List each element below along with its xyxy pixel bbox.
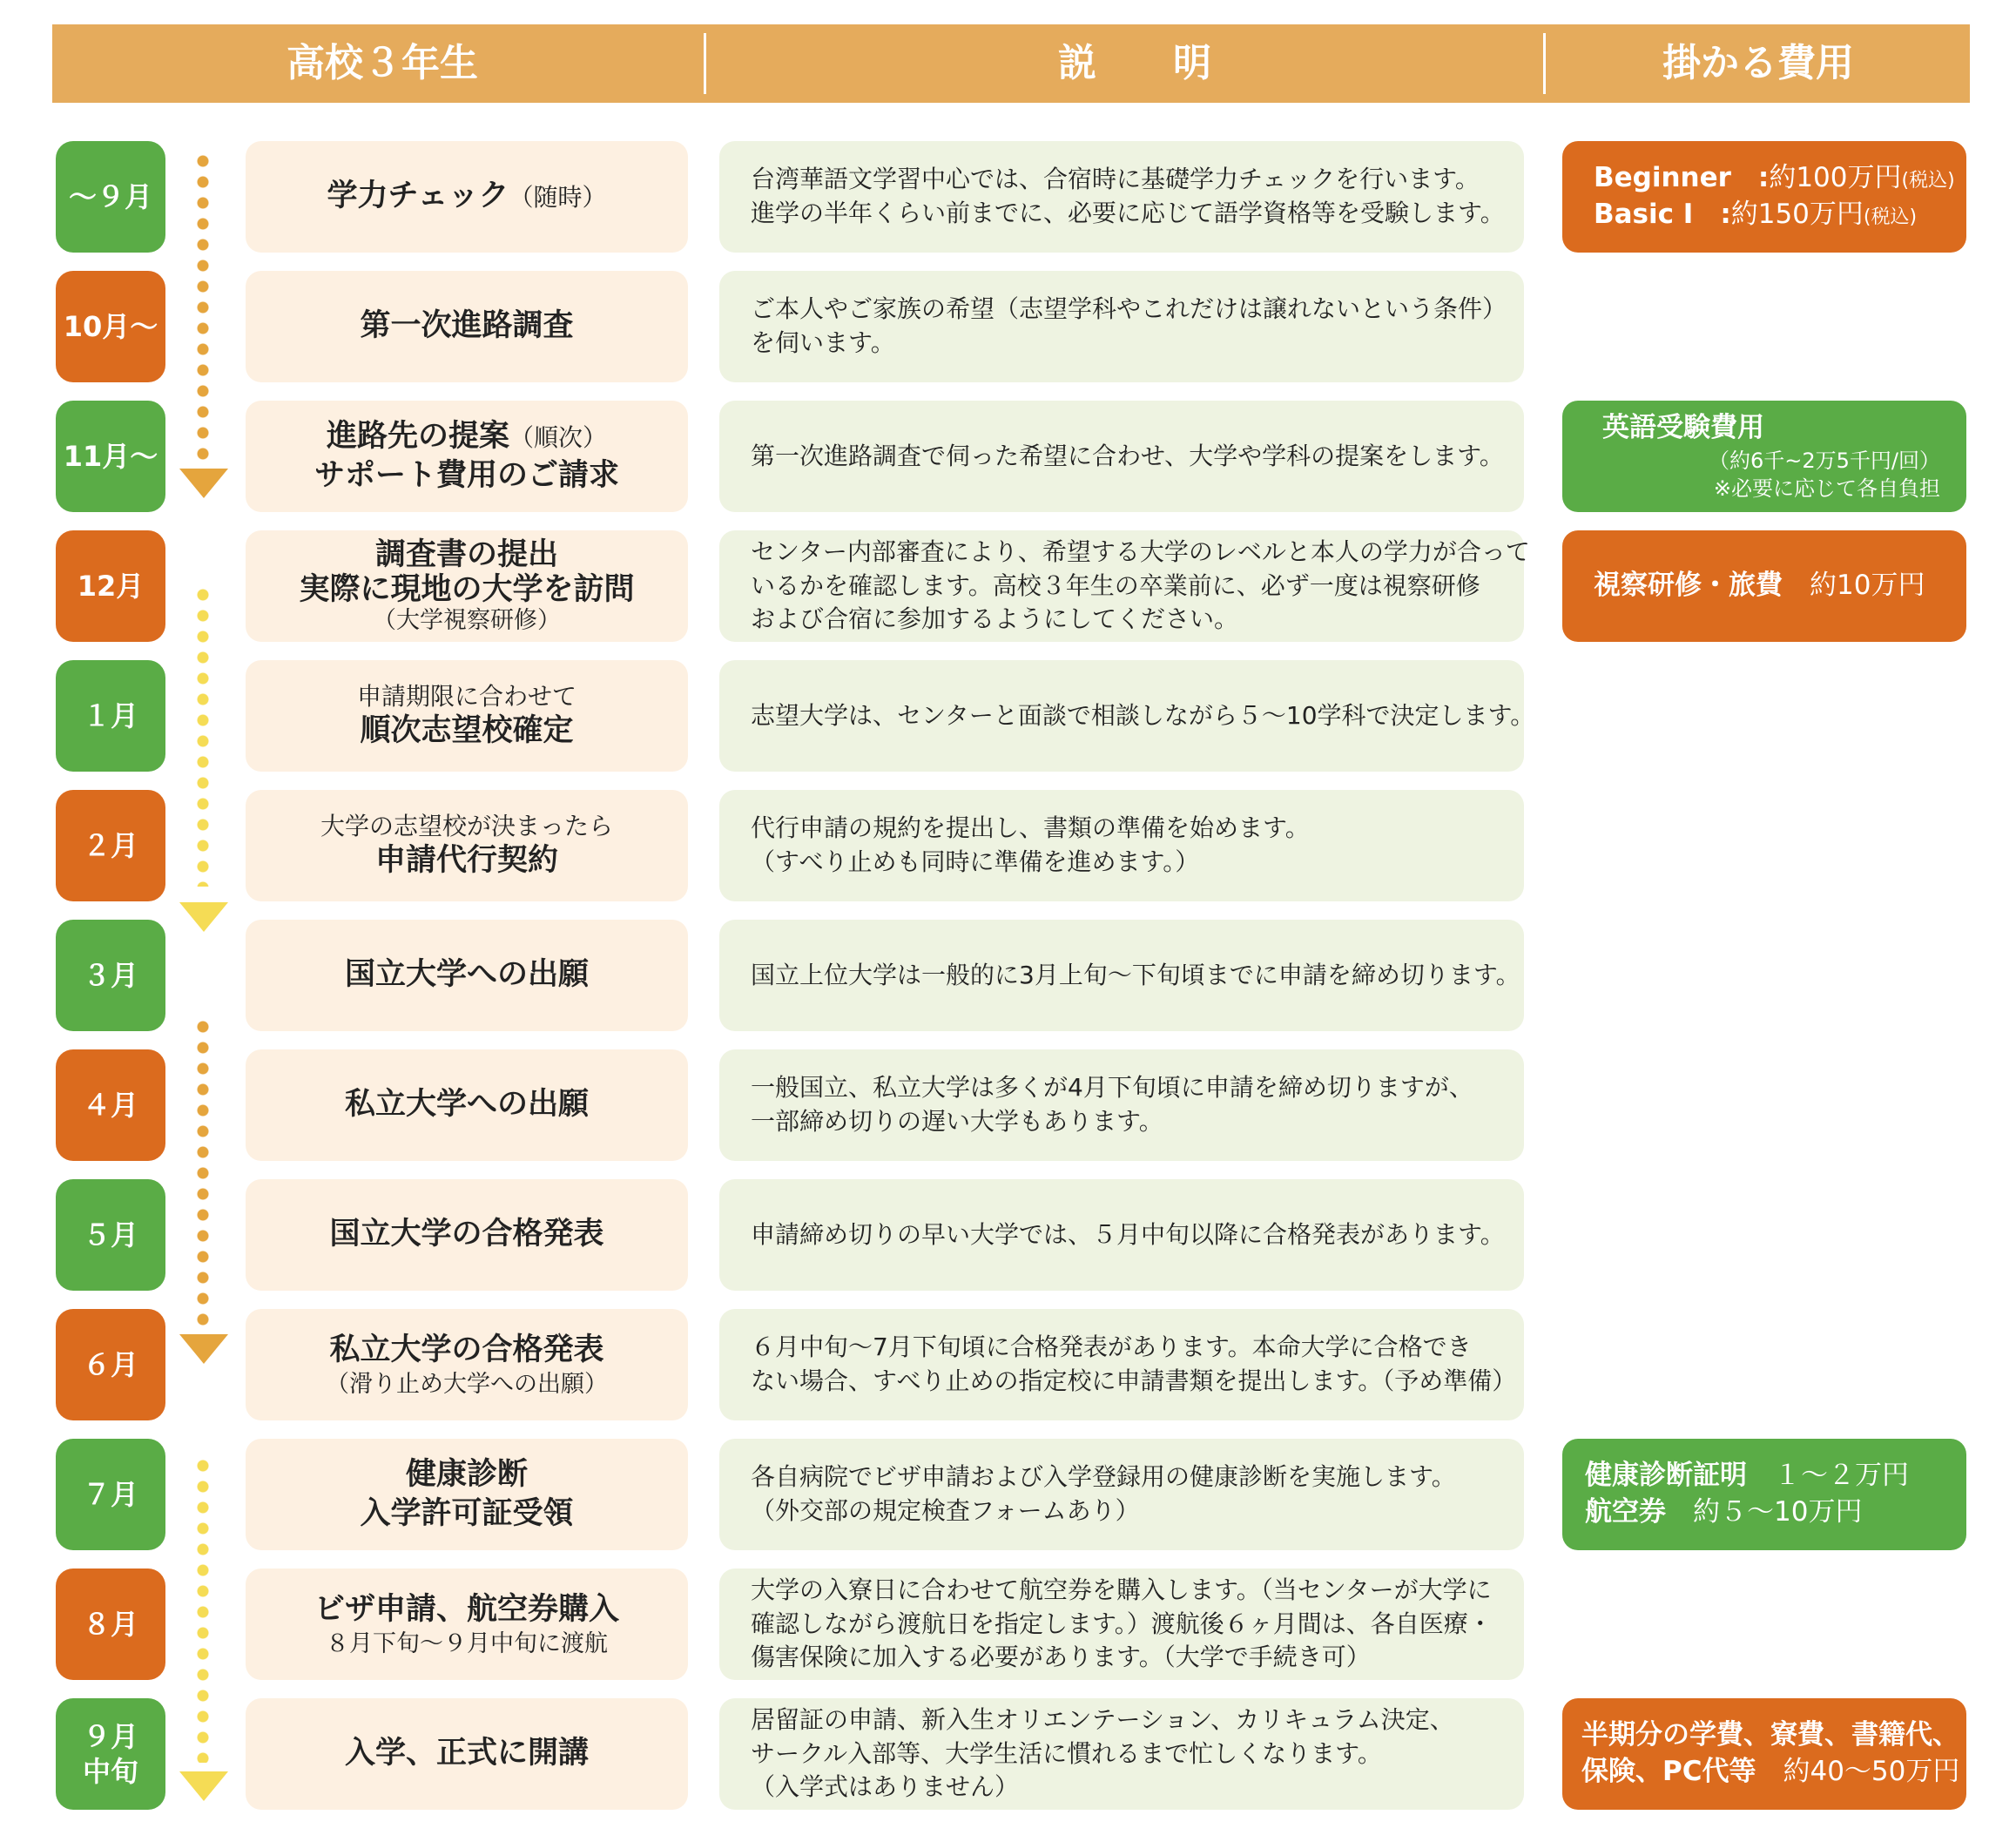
step-box (246, 920, 688, 1031)
description-line: 居留証の申請、新入生オリエンテーション、カリキュラム決定、 (751, 1705, 1454, 1735)
step-box (246, 790, 688, 901)
cost-box (1562, 1439, 1966, 1550)
cost-line: 半期分の学費、寮費、書籍代、 (1581, 1719, 1959, 1751)
step-box (246, 1049, 688, 1161)
cost-box (1562, 1698, 1966, 1810)
table-header (52, 24, 1970, 103)
description-box (719, 1439, 1524, 1550)
header-divider (1543, 33, 1546, 94)
step-box (246, 141, 688, 253)
description-box (719, 1698, 1524, 1810)
step-title: 私立大学の合格発表 (329, 1332, 604, 1368)
month-badge: ７月 (56, 1439, 165, 1550)
schedule-row (0, 1569, 2016, 1680)
month-badge: ３月 (56, 920, 165, 1031)
step-box (246, 271, 688, 382)
cost-line: Beginner :約100万円(税込) (1594, 162, 1955, 194)
description-box (719, 1309, 1524, 1420)
description-line: 確認しながら渡航日を指定します。）渡航後６ヶ月間は、各自医療・ (751, 1609, 1493, 1638)
schedule-row (0, 1309, 2016, 1420)
description-box (719, 1049, 1524, 1161)
step-title: 入学、正式に開講 (344, 1736, 589, 1771)
step-subtitle: （大学視察研修） (373, 607, 561, 635)
schedule-row (0, 271, 2016, 382)
step-box (246, 660, 688, 772)
header-cost: 掛かる費用 (1662, 41, 1854, 85)
step-title-line2: 入学許可証受領 (360, 1496, 574, 1531)
cost-line: 航空券 約５〜10万円 (1585, 1496, 1863, 1528)
step-box (246, 1309, 688, 1420)
month-badge: ８月 (56, 1569, 165, 1680)
description-line: 代行申請の規約を提出し、書類の準備を始めます。 (751, 813, 1310, 843)
cost-box (1562, 141, 1966, 253)
step-title-note: （順次） (509, 422, 608, 452)
description-line: 台湾華語文学習中心では、合宿時に基礎学力チェックを行います。 (751, 165, 1480, 194)
description-line: 一般国立、私立大学は多くが4月下旬頃に申請を締め切りますが、 (751, 1073, 1473, 1103)
step-title: 学力チェック（随時） (327, 179, 607, 214)
description-box (719, 790, 1524, 901)
month-badge: 11月〜 (56, 401, 165, 512)
month-badge: ４月 (56, 1049, 165, 1161)
description-box (719, 401, 1524, 512)
description-box (719, 920, 1524, 1031)
description-line: サークル入部等、大学生活に慣れるまで忙しくなります。 (751, 1738, 1382, 1768)
schedule-row (0, 530, 2016, 642)
step-box (246, 530, 688, 642)
description-line: 各自病院でビザ申請および入学登録用の健康診断を実施します。 (751, 1462, 1456, 1492)
step-box (246, 1698, 688, 1810)
description-box (719, 660, 1535, 772)
description-line: 大学の入寮日に合わせて航空券を購入します。（当センターが大学に (751, 1575, 1492, 1605)
step-box (246, 401, 688, 512)
description-line: センター内部審査により、希望する大学のレベルと本人の学力が合って (751, 537, 1530, 567)
step-box (246, 1439, 688, 1550)
step-title-line2: サポート費用のご請求 (314, 458, 619, 493)
step-title: 国立大学の合格発表 (329, 1217, 604, 1252)
header-grade: 高校３年生 (287, 41, 478, 85)
cost-line: （約6千~2万5千円/回） (1708, 448, 1940, 473)
schedule-row (0, 660, 2016, 772)
description-line: いるかを確認します。高校３年生の卒業前に、必ず一度は視察研修 (751, 570, 1480, 600)
description-line: および合宿に参加するようにしてください。 (751, 604, 1239, 634)
step-title: 順次志望校確定 (360, 712, 574, 748)
description-line: 申請締め切りの早い大学では、５月中旬以降に合格発表があります。 (751, 1219, 1505, 1249)
schedule-row (0, 141, 2016, 253)
schedule-row (0, 1439, 2016, 1550)
step-pretitle: 大学の志望校が決まったら (320, 811, 613, 840)
schedule-row (0, 790, 2016, 901)
cost-line: 健康診断証明 １〜２万円 (1585, 1460, 1909, 1492)
step-box (246, 1569, 688, 1680)
month-badge: ９月 中旬 (56, 1698, 165, 1810)
description-line: ご本人やご家族の希望（志望学科やこれだけは譲れないという条件） (751, 294, 1507, 324)
step-title: 私立大学への出願 (344, 1087, 589, 1123)
cost-line: Basic I :約150万円(税込) (1594, 199, 1918, 230)
step-box (246, 1179, 688, 1291)
description-line: 一部締め切りの遅い大学もあります。 (751, 1107, 1163, 1136)
description-line: 傷害保険に加入する必要があります。（大学で手続き可） (751, 1643, 1371, 1672)
schedule-row (0, 920, 2016, 1031)
step-title: 進路先の提案（順次） (326, 418, 608, 454)
step-subtitle: ８月下旬〜９月中旬に渡航 (326, 1629, 608, 1657)
schedule-row (0, 1049, 2016, 1161)
description-line: を伺います。 (751, 328, 895, 357)
cost-box (1562, 530, 1966, 642)
description-box (719, 141, 1524, 253)
description-line: 進学の半年くらい前までに、必要に応じて語学資格等を受験します。 (751, 199, 1505, 227)
schedule-row (0, 1179, 2016, 1291)
description-line: 志望大学は、センターと面談で相談しながら５〜10学科で決定します。 (751, 700, 1535, 730)
month-badge: ６月 (56, 1309, 165, 1420)
header-description: 説 明 (1058, 41, 1211, 85)
step-title: 国立大学への出願 (344, 957, 589, 993)
step-subtitle: （滑り止め大学への出願） (326, 1370, 608, 1398)
month-badge: 〜９月 (56, 141, 165, 253)
description-line: ６月中旬〜7月下旬頃に合格発表があります。本命大学に合格でき (751, 1332, 1472, 1362)
step-title: 第一次進路調査 (360, 308, 574, 344)
month-badge: １月 (56, 660, 165, 772)
description-line: 第一次進路調査で伺った希望に合わせ、大学や学科の提案をします。 (751, 441, 1504, 470)
step-pretitle: 申請期限に合わせて (356, 681, 576, 711)
step-title-line2: 実際に現地の大学を訪問 (299, 571, 635, 607)
description-line: （外交部の規定検査フォームあり） (751, 1496, 1140, 1525)
month-badge: 10月〜 (56, 271, 165, 382)
schedule-row (0, 401, 2016, 512)
schedule-row (0, 1698, 2016, 1810)
cost-box (1562, 401, 1966, 512)
description-box (719, 1569, 1524, 1680)
description-box (719, 271, 1524, 382)
step-title: ビザ申請、航空券購入 (314, 1592, 619, 1628)
cost-line: 視察研修・旅費 約10万円 (1594, 570, 1925, 602)
description-line: ない場合、すべり止めの指定校に申請書類を提出します。（予め準備） (751, 1366, 1517, 1395)
cost-line: 英語受験費用 (1602, 411, 1764, 443)
cost-line: 保険、PC代等 約40〜50万円 (1581, 1756, 1960, 1787)
cost-line: ※必要に応じて各自負担 (1713, 476, 1940, 501)
description-line: （入学式はありません） (751, 1772, 1020, 1802)
step-title: 申請代行契約 (374, 842, 558, 878)
month-badge: 12月 (56, 530, 165, 642)
description-box (719, 1179, 1524, 1291)
header-divider (704, 33, 706, 94)
step-title-note: （随時） (509, 183, 607, 213)
step-title: 健康診断 (405, 1456, 528, 1492)
step-title: 調査書の提出 (374, 536, 558, 572)
month-badge: ２月 (56, 790, 165, 901)
description-box (719, 530, 1530, 642)
month-badge: ５月 (56, 1179, 165, 1291)
description-line: （すべり止めも同時に準備を進めます。） (751, 847, 1200, 876)
description-line: 国立上位大学は一般的に3月上旬〜下旬頃までに申請を締め切ります。 (751, 960, 1520, 989)
